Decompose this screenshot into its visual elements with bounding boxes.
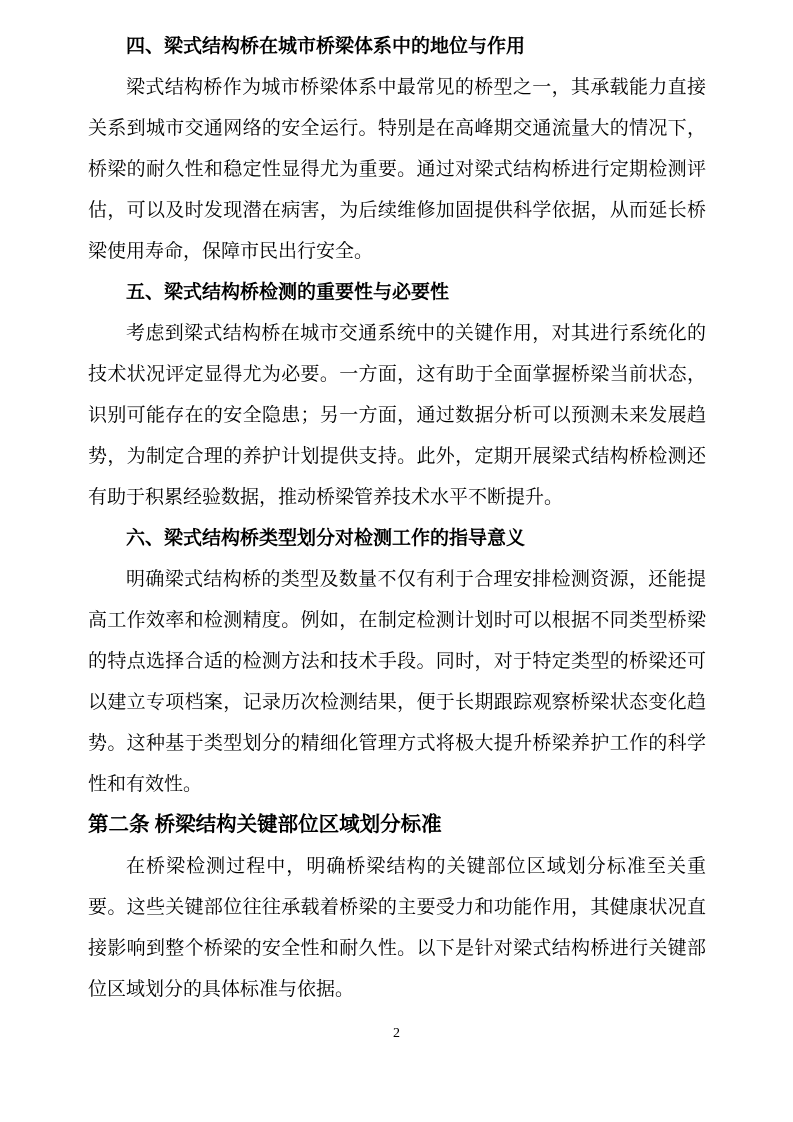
paragraph-section-4: 梁式结构桥作为城市桥梁体系中最常见的桥型之一，其承载能力直接关系到城市交通网络的安全运行。特别是在高峰期交通流量大的情况下，桥梁的耐久性和稳定性显得尤为重要。通过对梁式结构桥进行定期检测评估，可以及时发现潜在病害，为后续维修加固提供科学依据，从而延长桥梁使用寿命，保障市民出行安全。 — [88, 77, 706, 262]
paragraph-section-6: 明确梁式结构桥的类型及数量不仅有利于合理安排检测资源，还能提高工作效率和检测精度。例如，在制定检测计划时可以根据不同类型桥梁的特点选择合适的检测方法和技术手段。同时，对于特定类型的桥梁还可以建立专项档案，记录历次检测结果，便于长期跟踪观察桥梁状态变化趋势。这种基于类型划分的精细化管理方式将极大提升桥梁养护工作的科学性和有效性。 — [88, 569, 706, 795]
section-heading-5: 五、梁式结构桥检测的重要性与必要性 — [126, 282, 450, 303]
article-2-heading: 第二条 桥梁结构关键部位区域划分标准 — [88, 814, 442, 836]
page-footer — [0, 1024, 793, 1042]
section-heading-6: 六、梁式结构桥类型划分对检测工作的指导意义 — [126, 528, 526, 549]
document-body — [88, 26, 706, 1010]
section-heading-4: 四、梁式结构桥在城市桥梁体系中的地位与作用 — [126, 36, 526, 57]
paragraph-article-2-intro: 在桥梁检测过程中，明确桥梁结构的关键部位区域划分标准至关重要。这些关键部位往往承载着桥梁的主要受力和功能作用，其健康状况直接影响到整个桥梁的安全性和耐久性。以下是针对梁式结构桥进行关键部位区域划分的具体标准与依据。 — [88, 856, 706, 1000]
paragraph-section-5: 考虑到梁式结构桥在城市交通系统中的关键作用，对其进行系统化的技术状况评定显得尤为必要。一方面，这有助于全面掌握桥梁当前状态，识别可能存在的安全隐患；另一方面，通过数据分析可以预测未来发展趋势，为制定合理的养护计划提供支持。此外，定期开展梁式结构桥检测还有助于积累经验数据，推动桥梁管养技术水平不断提升。 — [88, 323, 706, 508]
page-number: 2 — [393, 1026, 400, 1041]
